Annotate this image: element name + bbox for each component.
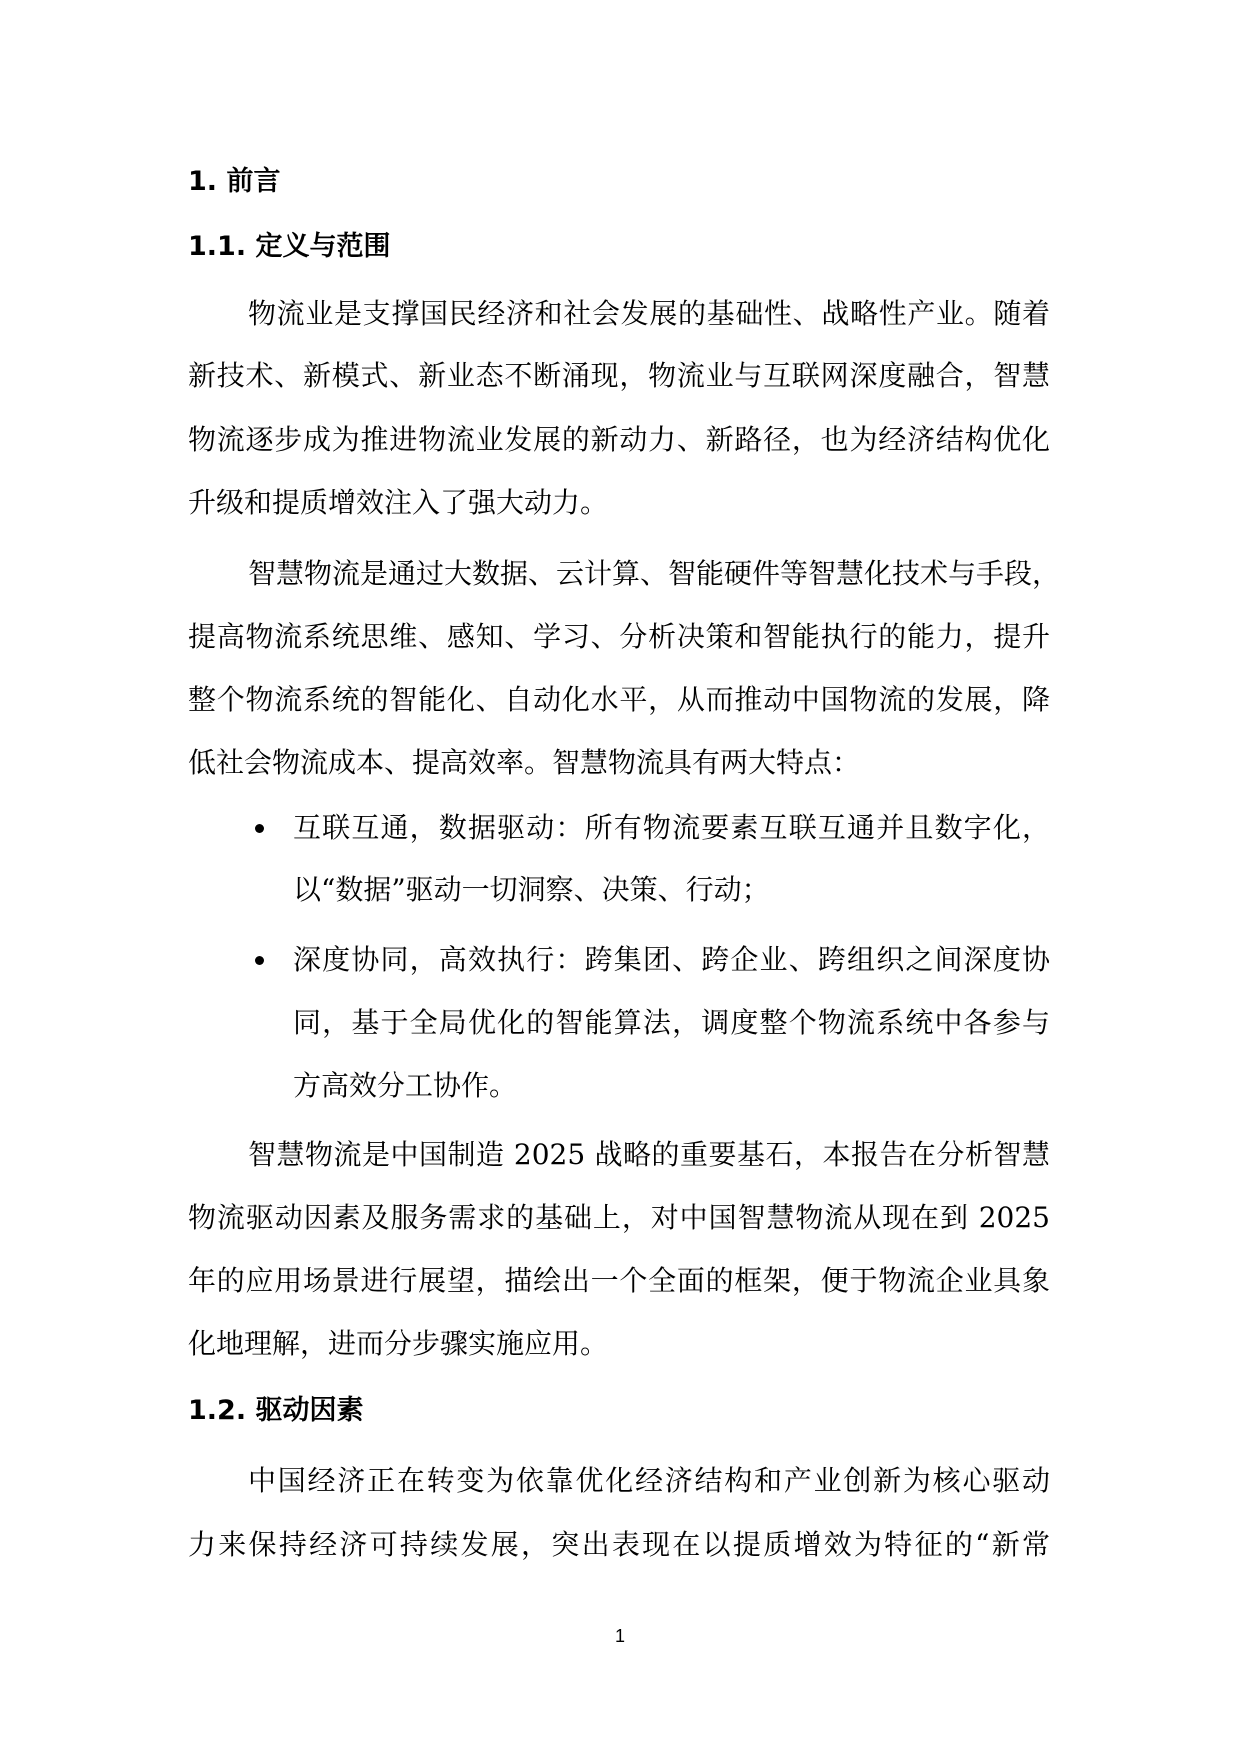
paragraph-1-line: 升级和提质增效注入了强大动力。 — [188, 486, 609, 519]
paragraph-3-line: 智慧物流是中国制造 2025 战略的重要基石，本报告在分析智慧 — [248, 1138, 1050, 1171]
bullet-item-line: 互联互通，数据驱动：所有物流要素互联互通并且数字化， — [293, 811, 1050, 844]
paragraph-2-line: 提高物流系统思维、感知、学习、分析决策和智能执行的能力，提升 — [188, 620, 1050, 653]
bullet-icon — [255, 956, 264, 965]
paragraph-4-line: 中国经济正在转变为依靠优化经济结构和产业创新为核心驱动 — [248, 1464, 1050, 1497]
paragraph-3-line: 年的应用场景进行展望，描绘出一个全面的框架，便于物流企业具象 — [188, 1264, 1050, 1297]
paragraph-3-line: 物流驱动因素及服务需求的基础上，对中国智慧物流从现在到 2025 — [188, 1201, 1050, 1234]
bullet-item-line: 同，基于全局优化的智能算法，调度整个物流系统中各参与 — [293, 1006, 1050, 1039]
heading-1-1: 1.1. 定义与范围 — [188, 231, 391, 262]
heading-1: 1. 前言 — [188, 166, 281, 197]
paragraph-1-line: 物流逐步成为推进物流业发展的新动力、新路径，也为经济结构优化 — [188, 423, 1050, 456]
paragraph-2-line: 智慧物流是通过大数据、云计算、智能硬件等智慧化技术与手段， — [248, 557, 1061, 590]
paragraph-2-line: 整个物流系统的智能化、自动化水平，从而推动中国物流的发展，降 — [188, 683, 1050, 716]
paragraph-2-line: 低社会物流成本、提高效率。智慧物流具有两大特点： — [188, 746, 861, 779]
bullet-item-line: 方高效分工协作。 — [293, 1069, 518, 1102]
paragraph-1-line: 物流业是支撑国民经济和社会发展的基础性、战略性产业。随着 — [248, 297, 1050, 330]
page-number: 1 — [614, 1626, 625, 1646]
bullet-icon — [255, 824, 264, 833]
bullet-item-line: 深度协同，高效执行：跨集团、跨企业、跨组织之间深度协 — [293, 943, 1050, 976]
paragraph-1-line: 新技术、新模式、新业态不断涌现，物流业与互联网深度融合，智慧 — [188, 359, 1050, 392]
bullet-item-line: 以“数据”驱动一切洞察、决策、行动； — [293, 873, 770, 906]
paragraph-3-line: 化地理解，进而分步骤实施应用。 — [188, 1327, 609, 1360]
heading-1-2: 1.2. 驱动因素 — [188, 1395, 364, 1426]
paragraph-4-line: 力来保持经济可持续发展，突出表现在以提质增效为特征的“新常 — [188, 1528, 1050, 1561]
